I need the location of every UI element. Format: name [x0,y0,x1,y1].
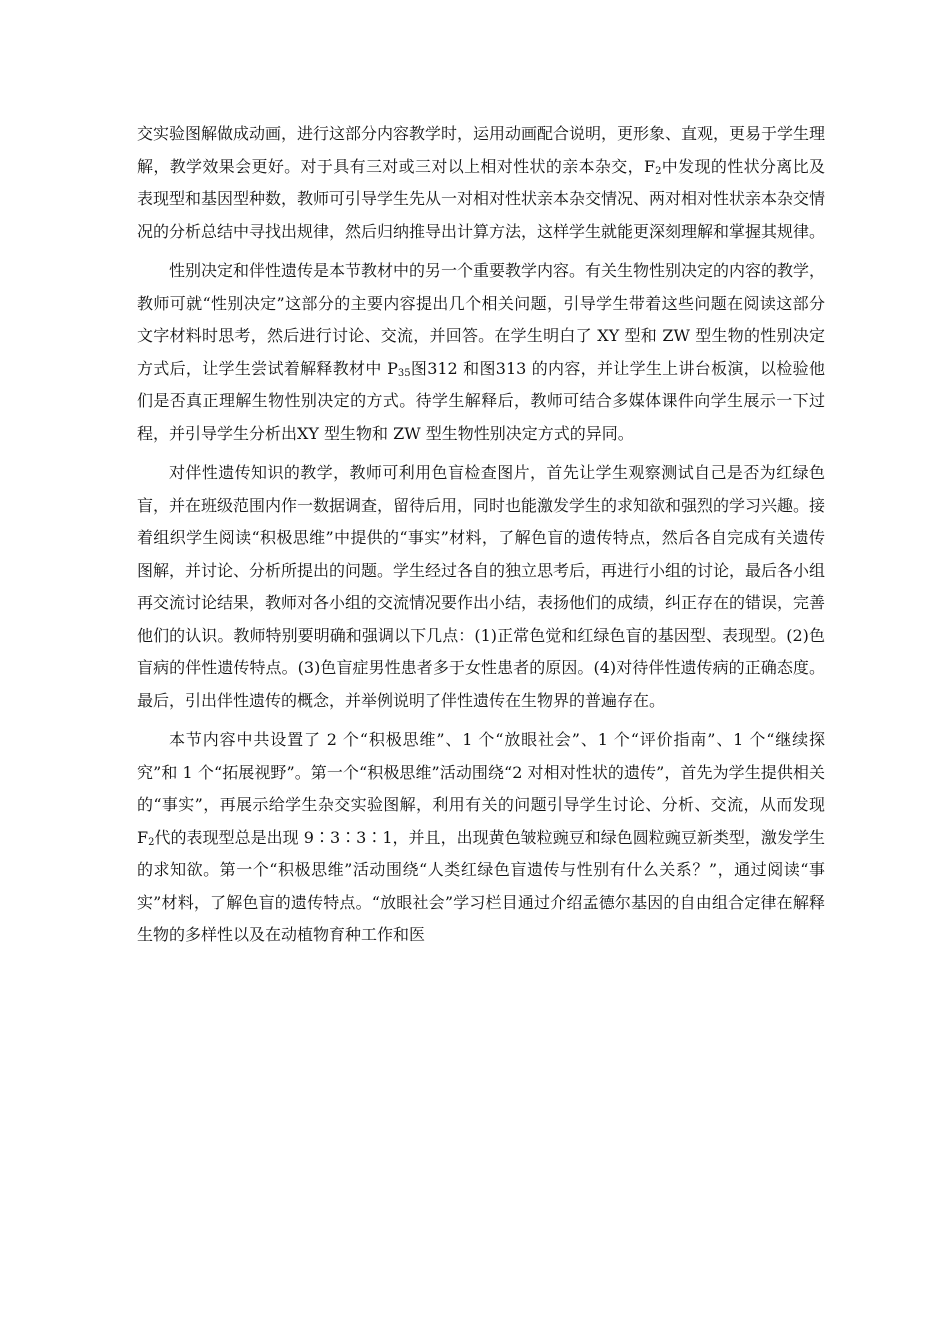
subscript-page-35: 35 [397,367,411,379]
paragraph-2-text-b: 图312 和图313 的内容，并让学生上讲台板演，以检验他们是否真正理解生物性别决定的方式。待学生解释后，教师可结合多媒体课件向学生展示一下过程，并引导学生分析出XY 型生物和 ZW 型生物性别决定方式的异同。 [137,358,825,443]
paragraph-4-text-b: 代的表现型总是出现 9∶3∶3∶1，并且，出现黄色皱粒豌豆和绿色圆粒豌豆新类型，激发学生的求知欲。第一个“积极思维”活动围绕“人类红绿色盲遗传与性别有什么关系？”，通过阅读“事实”材料，了解色盲的遗传特点。“放眼社会”学习栏目通过介绍孟德尔基因的自由组合定律在解释生物的多样性以及在动植物育种工作和医 [137,827,825,944]
paragraph-2-text-a: 性别决定和伴性遗传是本节教材中的另一个重要教学内容。有关生物性别决定的内容的教学，教师可就“性别决定”这部分的主要内容提出几个相关问题，引导学生带着这些问题在阅读这部分文字材料时思考，然后进行讨论、交流，并回答。在学生明白了 XY 型和 ZW 型生物的性别决定方式后，让学生尝试着解释教材中 P [137,261,826,378]
paragraph-1-text-b: 中发现的性状分离比及表现型和基因型种数，教师可引导学生先从一对相对性状亲本杂交情况、两对相对性状亲本杂交情况的分析总结中寻找出规律，然后归纳推导出计算方法，这样学生就能更深刻理解和掌握其规律。 [137,156,826,241]
paragraph-1 [137,118,825,248]
subscript-f2-2: 2 [148,836,155,848]
paragraph-4-text-a: 本节内容中共设置了 2 个“积极思维”、1 个“放眼社会”、1 个“评价指南”、1 个“继续探究”和 1 个“拓展视野”。第一个“积极思维”活动围绕“2 对相对性状的遗传”，首先为学生提供相关的“事实”，再展示给学生杂交实验图解，利用有关的问题引导学生讨论、分析、交流，从而发现F [137,730,825,847]
paragraph-4 [137,724,825,952]
paragraph-2 [137,255,825,450]
document-page [137,118,825,959]
paragraph-3-text: 对伴性遗传知识的教学，教师可利用色盲检查图片，首先让学生观察测试自己是否为红绿色盲，并在班级范围内作一数据调查，留待后用，同时也能激发学生的求知欲和强烈的学习兴趣。接着组织学生阅读“积极思维”中提供的“事实”材料，了解色盲的遗传特点，然后各自完成有关遗传图解，并讨论、分析所提出的问题。学生经过各自的独立思考后，再进行小组的讨论，最后各小组再交流讨论结果，教师对各小组的交流情况要作出小结，表扬他们的成绩，纠正存在的错误，完善他们的认识。教师特别要明确和强调以下几点：(1)正常色觉和红绿色盲的基因型、表现型。(2)色盲病的伴性遗传特点。(3)色盲症男性患者多于女性患者的原因。(4)对待伴性遗传病的正确态度。最后，引出伴性遗传的概念，并举例说明了伴性遗传在生物界的普遍存在。 [137,463,826,710]
paragraph-3 [137,457,825,717]
subscript-f2-1: 2 [655,165,662,177]
paragraph-1-text-a: 交实验图解做成动画，进行这部分内容教学时，运用动画配合说明，更形象、直观，更易于学生理解，教学效果会更好。对于具有三对或三对以上相对性状的亲本杂交，F [137,124,826,176]
